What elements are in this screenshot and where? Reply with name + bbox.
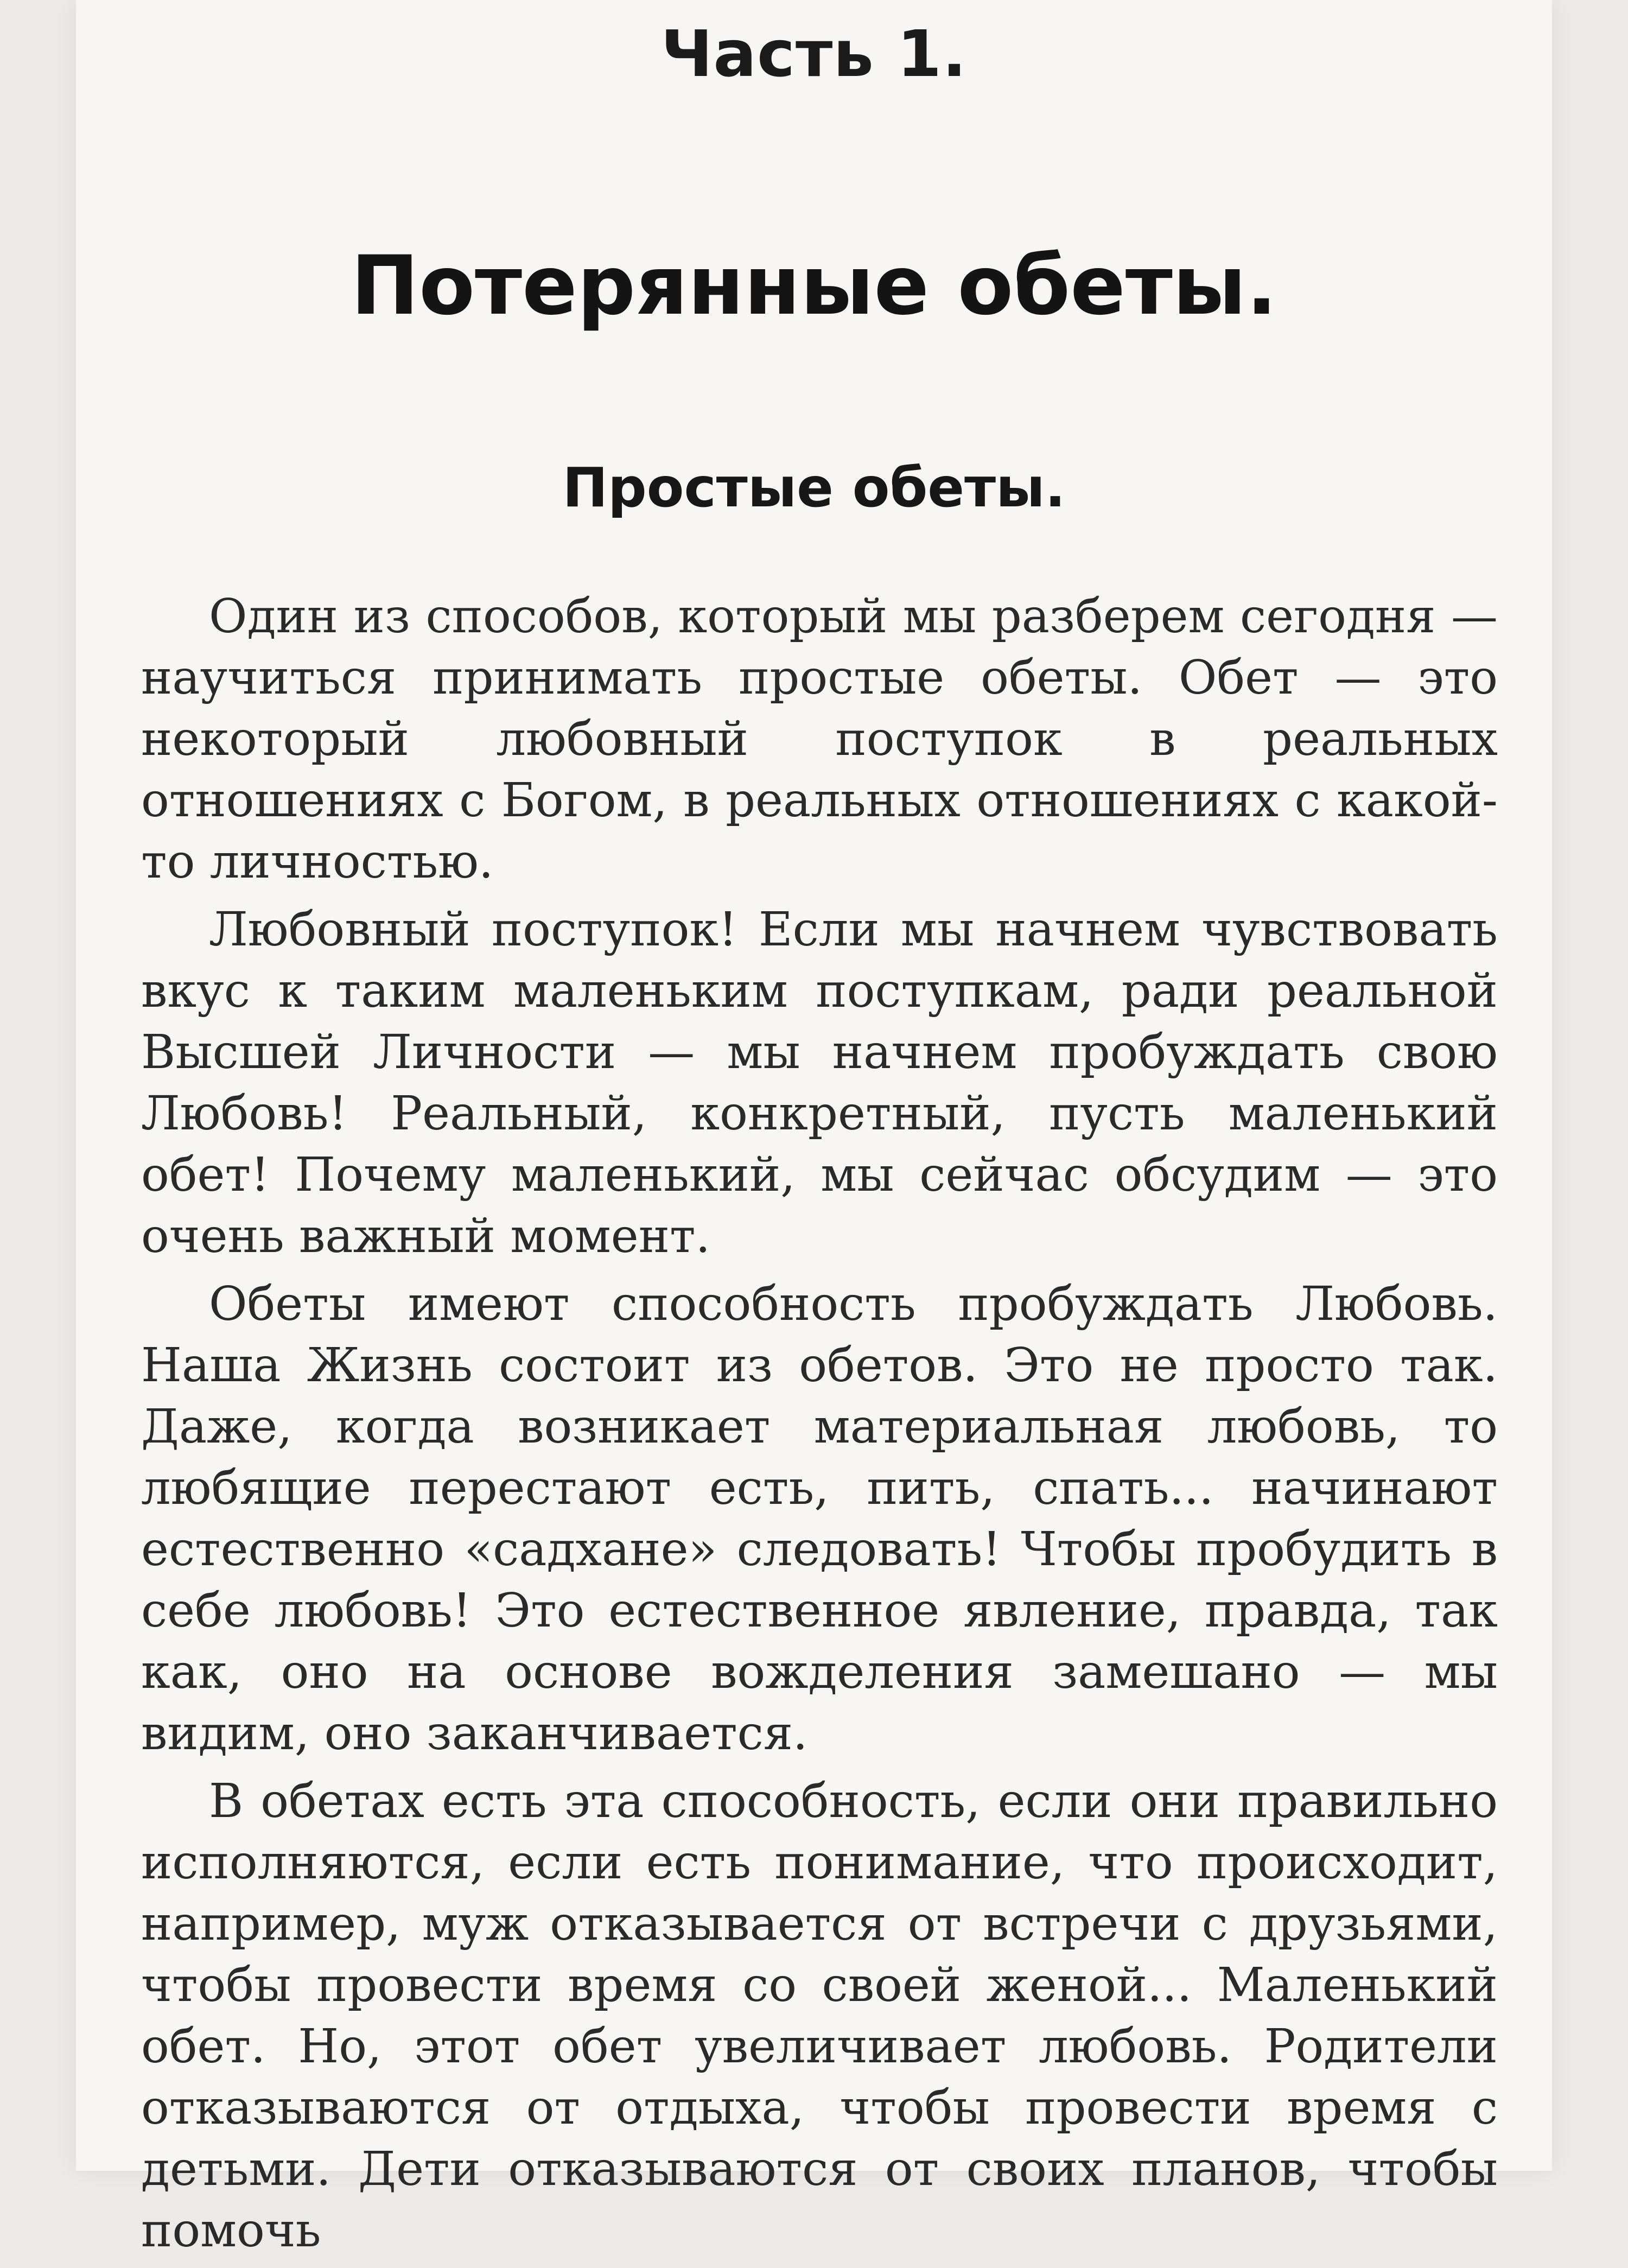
section-title: Простые обеты. xyxy=(562,456,1066,519)
paragraph: Один из способов, который мы разберем сегодня — научиться принимать простые обеты. Обет — это некоторый любовный поступок в реальных отношениях с Богом, в реальных отношениях с какой-то личностью. xyxy=(141,589,1498,889)
paragraph: В обетах есть эта способность, если они правильно исполняются, если есть понимание, что происходит, например, муж отказывается от встречи с друзьями, чтобы провести время со своей женой... Маленький обет. Но, этот обет увеличивает любовь. Родители отказываются от отдыха, чтобы провести время с детьми. Дети отказываются от своих планов, чтобы помочь xyxy=(141,1774,1498,2258)
part-title: Часть 1. xyxy=(661,16,967,91)
paragraph: Обеты имеют способность пробуждать Любовь. Наша Жизнь состоит из обетов. Это не просто так. Даже, когда возникает материальная любовь, то любящие перестают есть, пить, спать... начинают естественно «садхане» следовать! Чтобы пробудить в себе любовь! Это естественное явление, правда, так как, оно на основе вожделения замешано — мы видим, оно заканчивается. xyxy=(141,1277,1498,1761)
chapter-title: Потерянные обеты. xyxy=(351,239,1277,333)
paragraph: Любовный поступок! Если мы начнем чувствовать вкус к таким маленьким поступкам, ради реальной Высшей Личности — мы начнем пробуждать свою Любовь! Реальный, конкретный, пусть маленький обет! Почему маленький, мы сейчас обсудим — это очень важный момент. xyxy=(141,903,1498,1263)
book-page xyxy=(76,0,1552,2258)
body-text xyxy=(141,586,1498,2268)
